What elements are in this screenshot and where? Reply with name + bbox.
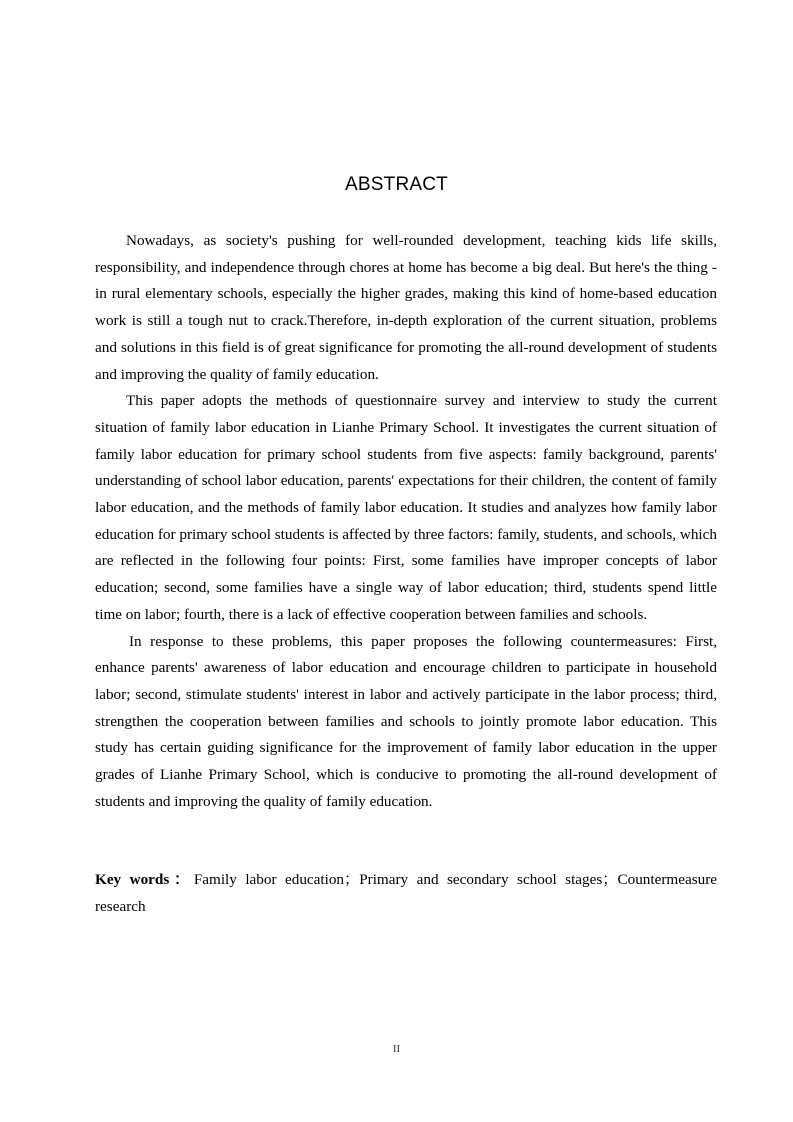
abstract-paragraph-2: This paper adopts the methods of questionnaire survey and interview to study the current situation of family labor education in Lianhe Primary School. It investigates the current situation of family labor education for primary school students from five aspects: family background, parents' understanding of school labor education, parents' expectations for their children, the content of family labor education, and the methods of family labor education. It studies and analyzes how family labor education for primary school students is affected by three factors: family, students, and schools, which are reflected in the following four points: First, some families have improper concepts of labor education; second, some families have a single way of labor education; third, students spend little time on labor; fourth, there is a lack of effective cooperation between families and schools. [95, 392, 717, 623]
abstract-body [95, 228, 717, 815]
keywords-label: Key words： [95, 871, 194, 888]
abstract-paragraph-3: In response to these problems, this paper proposes the following countermeasures: First, enhance parents' awareness of labor education and encourage children to participate in household labor; second, stimulate students' interest in labor and actively participate in the labor process; third, strengthen the cooperation between families and schools to jointly promote labor education. This study has certain guiding significance for the improvement of family labor education in the upper grades of Lianhe Primary School, which is conducive to promoting the all-round development of students and improving the quality of family education. [95, 632, 717, 810]
abstract-title: ABSTRACT [345, 174, 448, 195]
keywords-line [95, 866, 717, 920]
keywords-text: Family labor education；Primary and secondary school stages；Countermeasure research [95, 871, 717, 915]
page-number: II [392, 1043, 401, 1055]
abstract-paragraph-1: Nowadays, as society's pushing for well-rounded development, teaching kids life skills, responsibility, and independence through chores at home has become a big deal. But here's the thing - in rural elementary schools, especially the higher grades, making this kind of home-based education work is still a tough nut to crack.Therefore, in-depth exploration of the current situation, problems and solutions in this field is of great significance for promoting the all-round development of students and improving the quality of family education. [95, 232, 717, 383]
